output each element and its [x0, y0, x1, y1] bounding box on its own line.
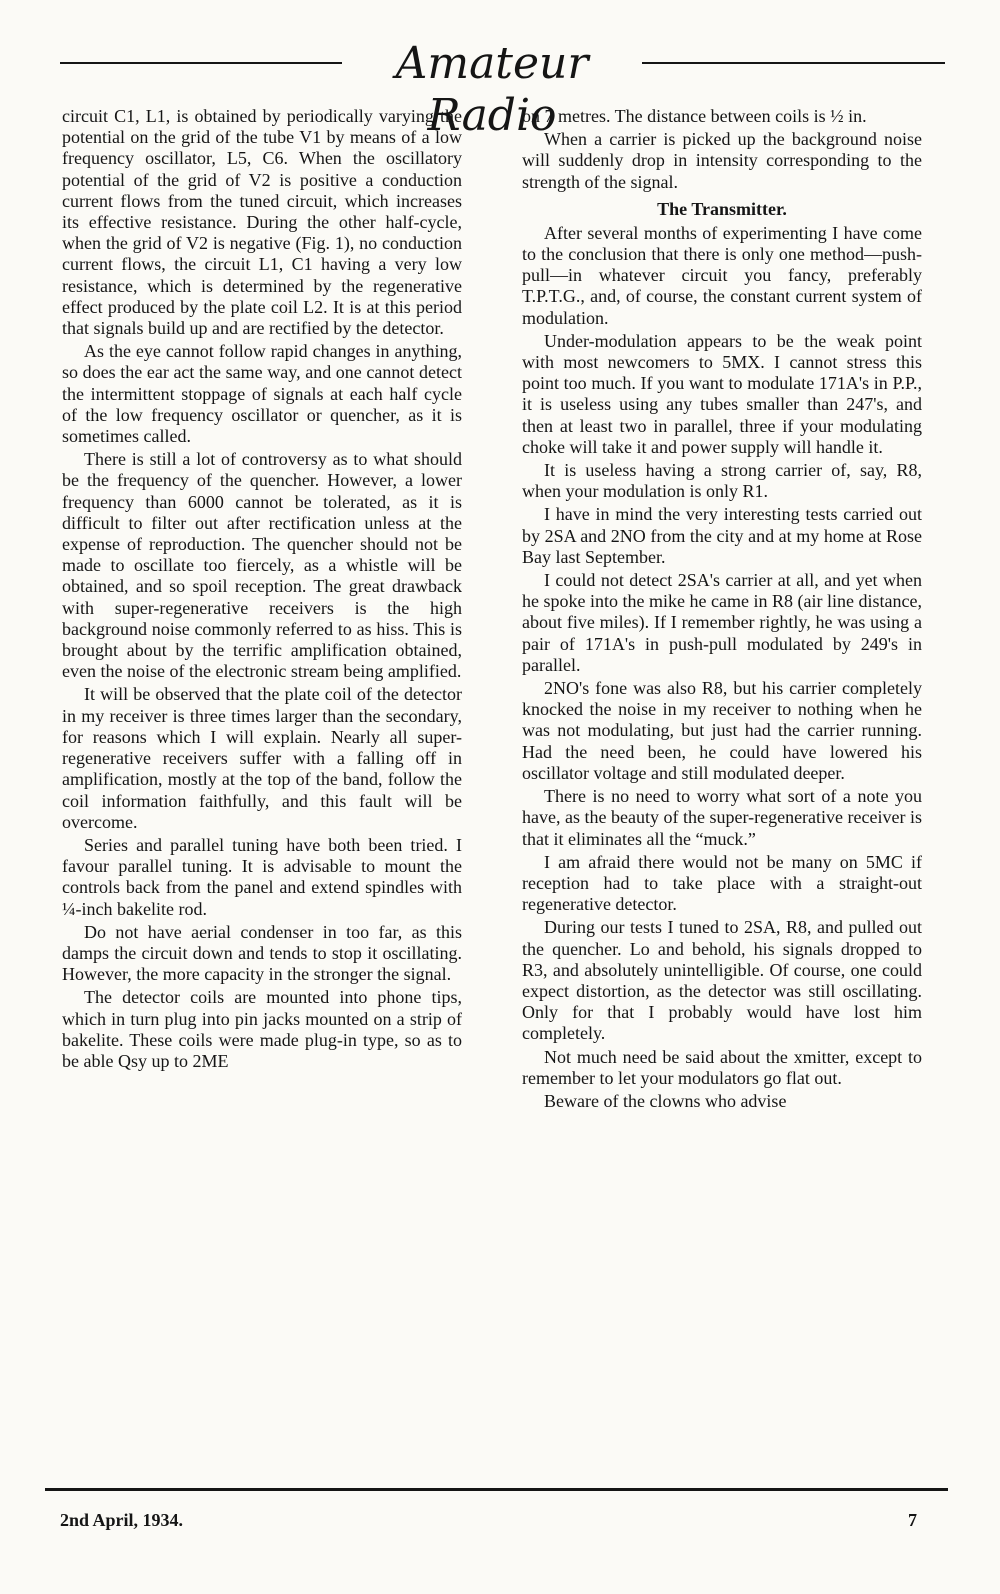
- paragraph: Series and parallel tuning have both been tried. I favour parallel tuning. It is advisable to mount the controls back from the panel and extend spindles with ¼-inch bakelite rod.: [62, 834, 462, 919]
- paragraph: Beware of the clowns who advise: [544, 1090, 787, 1111]
- section-heading: The Transmitter.: [657, 198, 787, 219]
- footer-rule: [45, 1488, 948, 1491]
- paragraph: Not much need be said about the xmitter, except to remember to let your modulators go flat out.: [522, 1046, 922, 1088]
- paragraph: There is still a lot of controversy as to what should be the frequency of the quencher. However, a lower frequency than 6000 cannot be tolerated, as it is difficult to filter out after rectification unless at the expense of reproduction. The quencher should not be made to oscillate too fiercely, as a whistle will be obtained, and so spoil reception. The great drawback with super-regenerative receivers is the high background noise commonly referred to as hiss. This is brought about by the terrific amplification obtained, even the noise of the electronic stream being amplified.: [62, 449, 462, 682]
- paragraph: I could not detect 2SA's carrier at all, and yet when he spoke into the mike he came in R8 (air line distance, about five miles). If I remember rightly, he was using a pair of 171A's in push-pull modulated by 249's in parallel.: [522, 570, 922, 675]
- paragraph: Do not have aerial condenser in too far, as this damps the circuit down and tends to stop it oscillating. However, the more capacity in the stronger the signal.: [62, 921, 462, 985]
- right-column: [522, 106, 922, 1112]
- paragraph: circuit C1, L1, is obtained by periodically varying the potential on the grid of the tube V1 by means of a low frequency oscillator, L5, C6. When the oscillatory potential of the grid of V2 is positive a conduction current flows from the tuned circuit, which increases its effective resistance. During the other half-cycle, when the grid of V2 is negative (Fig. 1), no conduction current flows, the circuit L1, C1 having a very low resistance, which is determined by the regenerative effect produced by the plate coil L2. It is at this period that signals build up and are rectified by the detector.: [62, 106, 462, 339]
- paragraph: I have in mind the very interesting tests carried out by 2SA and 2NO from the city and at my home at Rose Bay last September.: [522, 504, 922, 567]
- paragraph: The detector coils are mounted into phone tips, which in turn plug into pin jacks mounted on a strip of bakelite. These coils were made plug-in type, so as to be able Qsy up to 2ME: [62, 987, 462, 1071]
- paragraph: There is no need to worry what sort of a note you have, as the beauty of the super-regenerative receiver is that it eliminates all the “muck.”: [522, 786, 922, 849]
- paragraph: After several months of experimenting I have come to the conclusion that there is only one method—push-pull—in whatever circuit you fancy, preferably T.P.T.G., and, of course, the constant current system of modulation.: [522, 222, 922, 328]
- paragraph: It will be observed that the plate coil of the detector in my receiver is three times larger than the secondary, for reasons which I will explain. Nearly all super-regenerative receivers suffer with a falling off in amplification, mostly at the top of the band, follow the coil information faithfully, and this fault will be overcome.: [62, 684, 462, 832]
- paragraph: 2NO's fone was also R8, but his carrier completely knocked the noise in my receiver to nothing when he was not modulating, but just had the carrier running. Had the need been, he could have lowered his oscillator voltage and still modulated deeper.: [522, 678, 922, 783]
- paragraph: It is useless having a strong carrier of, say, R8, when your modulation is only R1.: [522, 460, 922, 502]
- paragraph: When a carrier is picked up the background noise will suddenly drop in intensity corresponding to the strength of the signal.: [522, 129, 922, 192]
- left-column: [62, 106, 462, 1072]
- paragraph: Under-modulation appears to be the weak point with most newcomers to 5MX. I cannot stress this point too much. If you want to modulate 171A's in P.P., it is useless using any tubes smaller than 247's, and then at least two in parallel, three if your modulating choke will take it and power supply will handle it.: [522, 330, 922, 457]
- issue-date: 2nd April, 1934.: [60, 1510, 184, 1530]
- page-number: 7: [908, 1510, 917, 1530]
- paragraph: I am afraid there would not be many on 5MC if reception had to take place with a straight-out regenerative detector.: [522, 851, 922, 915]
- masthead-title: Amateur Radio: [395, 38, 589, 141]
- masthead-rule-left: [60, 62, 342, 64]
- paragraph: As the eye cannot follow rapid changes in anything, so does the ear act the same way, and one cannot detect the intermittent stoppage of signals at each half cycle of the low frequency oscillator or quencher, as it is sometimes called.: [62, 341, 462, 447]
- masthead-rule-right: [642, 62, 945, 64]
- paragraph: During our tests I tuned to 2SA, R8, and pulled out the quencher. Lo and behold, his signals dropped to R3, and absolutely unintelligible. Of course, one could expect distortion, as the detector was still oscillating. Only for that I probably would have lost him completely.: [522, 917, 922, 1044]
- paragraph: on 7 metres. The distance between coils is ½ in.: [522, 106, 867, 126]
